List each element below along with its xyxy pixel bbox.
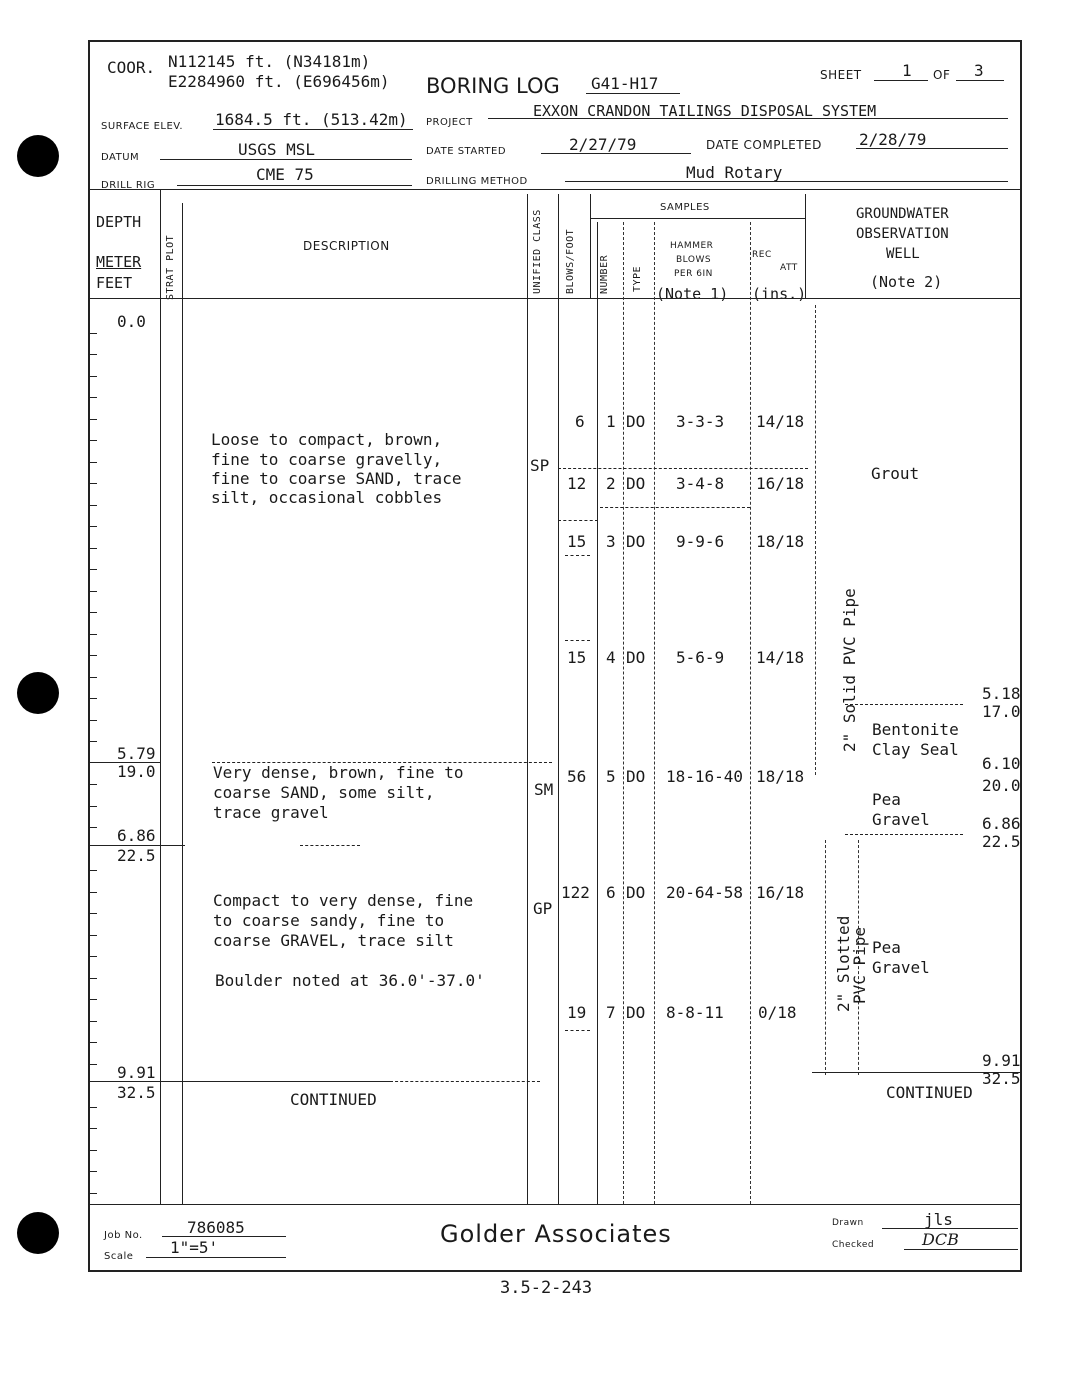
datum-label: DATUM (101, 152, 140, 163)
col-strat-plot: STRAT PLOT (165, 234, 176, 300)
drilling-method-label: DRILLING METHOD (426, 176, 528, 187)
well-continued: CONTINUED (886, 1083, 973, 1102)
sample-number: 2 (606, 474, 616, 493)
project-label: PROJECT (426, 117, 473, 128)
sample-blows: 19 (567, 1003, 587, 1022)
col-hammer-3: PER 6IN (674, 269, 713, 279)
coor-east: E2284960 ft. (E696456m) (168, 72, 390, 91)
col-rec: REC (752, 250, 772, 260)
sample-hammer-blows: 9-9-6 (676, 532, 725, 551)
well-bentonite: Bentonite (872, 720, 959, 739)
sample-recovery: 16/18 (756, 883, 805, 902)
surface-elev-value: 1684.5 ft. (513.42m) (215, 110, 408, 129)
surface-elev-label: SURFACE ELEV. (101, 121, 184, 132)
drilling-method-value: Mud Rotary (686, 163, 783, 182)
sample-blows: 12 (567, 474, 587, 493)
job-number: 786085 (187, 1218, 245, 1237)
sample-type: DO (626, 648, 646, 667)
well-elev-2-feet: 20.0 (982, 776, 1021, 795)
col-well: WELL (886, 246, 920, 262)
stratum-2-class: SM (534, 780, 554, 799)
date-started-label: DATE STARTED (426, 146, 507, 157)
well-elev-1-feet: 17.0 (982, 702, 1021, 721)
drill-rig-label: DRILL RIG (101, 180, 156, 191)
col-type: TYPE (632, 265, 643, 292)
col-att: ATT (780, 263, 798, 273)
well-elev-2-meters: 6.10 (982, 754, 1021, 773)
sample-hammer-blows: 3-3-3 (676, 412, 725, 431)
stratum-3-line-1: Compact to very dense, fine (213, 891, 474, 910)
sample-type: DO (626, 474, 646, 493)
well-pea-gravel-upper-1: Pea (872, 790, 901, 809)
well-slotted-pipe-1: 2" Slotted (834, 915, 853, 1012)
stratum-2-line-2: coarse SAND, some silt, (213, 783, 435, 802)
sample-blows: 15 (567, 532, 587, 551)
company-name: Golder Associates (440, 1220, 672, 1248)
col-blows-foot: BLOWS/FOOT (565, 228, 576, 294)
col-note-2: (Note 2) (870, 273, 943, 291)
col-hammer-note: (Note 1) (656, 285, 729, 303)
sheet-number: 1 (902, 61, 912, 80)
depth-2-meters: 6.86 (117, 826, 156, 845)
well-elev-1-meters: 5.18 (982, 684, 1021, 703)
depth-3-feet: 32.5 (117, 1083, 156, 1102)
well-slotted-pipe-2: PVC Pipe (850, 926, 869, 1004)
depth-2-feet: 22.5 (117, 846, 156, 865)
well-solid-pvc-pipe: 2" Solid PVC Pipe (840, 588, 859, 752)
scale-label: Scale (104, 1251, 134, 1262)
datum-value: USGS MSL (238, 140, 316, 159)
sample-recovery: 0/18 (758, 1003, 797, 1022)
col-samples: SAMPLES (660, 202, 710, 213)
sample-recovery: 14/18 (756, 648, 805, 667)
well-elev-3-feet: 22.5 (982, 832, 1021, 851)
binder-hole-bottom (17, 1212, 59, 1254)
stratum-1-line-2: fine to coarse gravelly, (211, 450, 443, 469)
col-observation: OBSERVATION (856, 226, 949, 242)
col-meter: METER (96, 253, 142, 271)
checked-label: Checked (832, 1240, 875, 1250)
col-groundwater: GROUNDWATER (856, 206, 949, 222)
sample-type: DO (626, 883, 646, 902)
sample-type: DO (626, 412, 646, 431)
stratum-3-line-3: coarse GRAVEL, trace silt (213, 931, 454, 950)
sample-hammer-blows: 8-8-11 (666, 1003, 724, 1022)
col-hammer-2: BLOWS (676, 255, 712, 265)
depth-1-feet: 19.0 (117, 762, 156, 781)
description-continued: CONTINUED (290, 1090, 377, 1109)
sample-number: 3 (606, 532, 616, 551)
sample-type: DO (626, 532, 646, 551)
sample-hammer-blows: 20-64-58 (666, 883, 744, 902)
sample-blows: 122 (561, 883, 590, 902)
sample-recovery: 16/18 (756, 474, 805, 493)
boring-id: G41-H17 (591, 74, 659, 93)
sample-number: 5 (606, 767, 616, 786)
date-completed-label: DATE COMPLETED (706, 138, 822, 152)
depth-3-meters: 9.91 (117, 1063, 156, 1082)
well-elev-4-feet: 32.5 (982, 1069, 1021, 1088)
sample-number: 1 (606, 412, 616, 431)
depth-top: 0.0 (117, 312, 146, 331)
col-hammer-1: HAMMER (670, 241, 714, 251)
well-grout: Grout (871, 464, 920, 483)
binder-hole-top (17, 135, 59, 177)
stratum-1-class: SP (530, 456, 550, 475)
col-feet: FEET (96, 274, 133, 292)
scale-value: 1"=5' (170, 1238, 219, 1257)
sample-type: DO (626, 1003, 646, 1022)
date-started-value: 2/27/79 (569, 135, 637, 154)
stratum-2-line-1: Very dense, brown, fine to (213, 763, 464, 782)
job-label: Job No. (104, 1230, 143, 1241)
well-elev-4-meters: 9.91 (982, 1051, 1021, 1070)
stratum-1-line-4: silt, occasional cobbles (211, 488, 443, 507)
well-pea-gravel-upper-2: Gravel (872, 810, 930, 829)
sample-type: DO (626, 767, 646, 786)
page-number: 3.5-2-243 (500, 1278, 593, 1298)
depth-1-meters: 5.79 (117, 744, 156, 763)
form-title: BORING LOG (426, 74, 560, 98)
stratum-2-line-3: trace gravel (213, 803, 329, 822)
stratum-1-line-3: fine to coarse SAND, trace (211, 469, 462, 488)
sample-number: 6 (606, 883, 616, 902)
sample-recovery: 14/18 (756, 412, 805, 431)
of-label: OF (933, 68, 951, 82)
col-number: NUMBER (599, 254, 610, 294)
col-ins: (ins.) (752, 285, 807, 303)
sample-hammer-blows: 5-6-9 (676, 648, 725, 667)
well-pea-gravel-lower-2: Gravel (872, 958, 930, 977)
col-depth: DEPTH (96, 213, 142, 231)
stratum-3-boulder-note: Boulder noted at 36.0'-37.0' (215, 971, 485, 990)
date-completed-value: 2/28/79 (859, 130, 927, 149)
sample-hammer-blows: 3-4-8 (676, 474, 725, 493)
stratum-3-line-2: to coarse sandy, fine to (213, 911, 445, 930)
binder-hole-middle (17, 672, 59, 714)
well-pea-gravel-lower-1: Pea (872, 938, 901, 957)
stratum-3-class: GP (533, 899, 553, 918)
checked-by: DCB (922, 1230, 959, 1249)
sheet-total: 3 (974, 61, 984, 80)
boring-log-sheet (88, 40, 1022, 1272)
sample-number: 7 (606, 1003, 616, 1022)
well-elev-3-meters: 6.86 (982, 814, 1021, 833)
col-unified-class: UNIFIED CLASS (532, 209, 543, 294)
sample-recovery: 18/18 (756, 767, 805, 786)
sample-number: 4 (606, 648, 616, 667)
sample-recovery: 18/18 (756, 532, 805, 551)
well-clay-seal: Clay Seal (872, 740, 959, 759)
project-value: EXXON CRANDON TAILINGS DISPOSAL SYSTEM (533, 102, 877, 120)
col-description: DESCRIPTION (303, 239, 390, 253)
sample-blows: 6 (575, 412, 585, 431)
sample-blows: 56 (567, 767, 587, 786)
sample-blows: 15 (567, 648, 587, 667)
sheet-label: SHEET (820, 68, 862, 82)
stratum-1-line-1: Loose to compact, brown, (211, 430, 443, 449)
sample-hammer-blows: 18-16-40 (666, 767, 744, 786)
coor-north: N112145 ft. (N34181m) (168, 52, 371, 71)
drill-rig-value: CME 75 (256, 165, 314, 184)
drawn-label: Drawn (832, 1218, 864, 1228)
drawn-by: jls (924, 1210, 953, 1229)
coor-label: COOR. (107, 58, 156, 77)
